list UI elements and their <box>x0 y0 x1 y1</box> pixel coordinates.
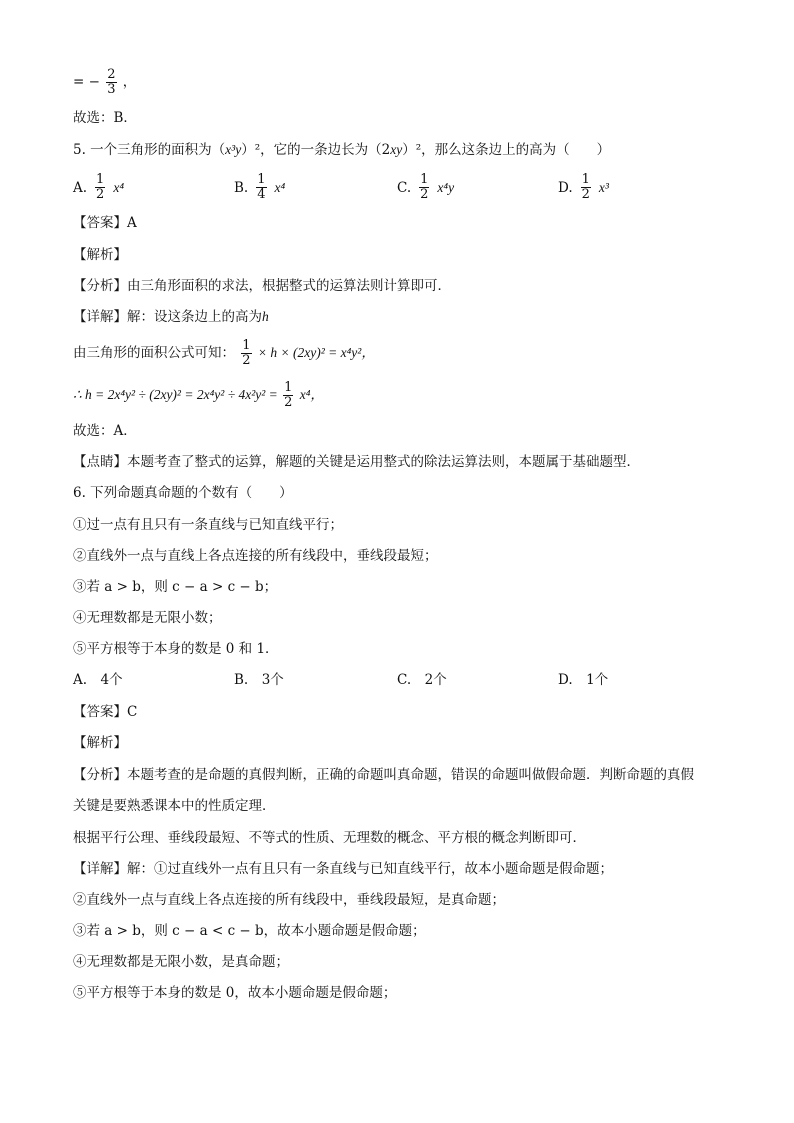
therefore-fraction-num: 1 <box>284 380 293 395</box>
equation-result-line <box>73 68 136 97</box>
q5-option-a <box>73 173 124 202</box>
formula-prefix: 由三角形的面积公式可知： <box>73 345 235 361</box>
q6-detail-2: ②直线外一点与直线上各点连接的所有线段中，垂线段最短，是真命题； <box>73 892 505 908</box>
q6-detail-1: 【详解】解：①过直线外一点有且只有一条直线与已知直线平行，故本小题命题是假命题； <box>73 861 613 877</box>
formula-fraction-num: 1 <box>242 338 251 353</box>
option-fraction-num: 1 <box>257 172 266 187</box>
option-fraction-den: 4 <box>257 187 266 202</box>
option-fraction <box>95 173 105 202</box>
therefore-fraction <box>283 381 293 410</box>
option-fraction <box>256 173 266 202</box>
q5-option-b <box>234 173 285 202</box>
q6-basis: 根据平行公理、垂线段最短、不等式的性质、无理数的概念、平方根的概念判断即可． <box>73 830 586 846</box>
option-fraction-den: 2 <box>420 187 429 202</box>
q5-answer: 【答案】A <box>73 215 137 231</box>
q5-analysis-heading: 【解析】 <box>73 247 127 263</box>
q6-fenxi-line-1: 【分析】本题考查的是命题的真假判断，正确的命题叫真命题，错误的命题叫做假命题．判断命题的真假 <box>73 767 694 783</box>
q6-item-5: ⑤平方根等于本身的数是 0 和 1． <box>73 641 279 657</box>
q6-item-1: ①过一点有且只有一条直线与已知直线平行； <box>73 517 343 533</box>
equation-fraction <box>106 68 116 97</box>
option-fraction-den: 2 <box>96 187 105 202</box>
q5-detail-var: h <box>262 309 269 324</box>
formula-fraction-den: 2 <box>242 353 251 368</box>
q5-stem <box>73 140 610 160</box>
q6-detail-5: ⑤平方根等于本身的数是 0，故本小题命题是假命题； <box>73 985 397 1001</box>
option-letter: A. <box>73 179 88 196</box>
therefore-tail: x⁴， <box>299 387 324 402</box>
fraction-numerator: 2 <box>107 67 116 82</box>
q6-answer: 【答案】C <box>73 704 138 720</box>
q6-analysis-heading: 【解析】 <box>73 735 127 751</box>
q5-detail <box>73 307 269 327</box>
q5-stem-part-a: 5. 一个三角形的面积为（ <box>73 142 226 158</box>
q6-option-b: B. 3个 <box>234 672 284 688</box>
q6-option-a: A. 4个 <box>73 672 123 688</box>
option-fraction-num: 1 <box>420 172 429 187</box>
q5-option-c <box>397 173 454 202</box>
formula-rest: × h × (2xy)² = x⁴y²， <box>257 345 375 360</box>
q5-fenxi: 【分析】由三角形面积的求法，根据整式的运算法则计算即可． <box>73 278 451 294</box>
option-fraction <box>581 173 591 202</box>
option-letter: B. <box>234 179 249 196</box>
q5-detail-text: 【详解】解：设这条边上的高为 <box>73 309 262 325</box>
q6-detail-3: ③若 a > b，则 c − a < c − b，故本小题命题是假命题； <box>73 923 426 939</box>
q5-therefore <box>73 381 324 410</box>
q6-item-3: ③若 a > b，则 c − a > c − b； <box>73 579 278 595</box>
option-expression: x³ <box>598 179 609 195</box>
option-letter: D. <box>558 179 573 196</box>
option-expression: x⁴ <box>274 179 286 195</box>
q5-stem-math-1: x³y <box>225 142 242 157</box>
equation-prefix: = − <box>73 74 100 90</box>
q6-detail-4: ④无理数都是无限小数，是真命题； <box>73 954 289 970</box>
q6-option-c: C. 2个 <box>397 672 447 688</box>
fraction-denominator: 3 <box>107 82 116 97</box>
formula-fraction <box>241 339 251 368</box>
equation-suffix: ， <box>122 74 137 90</box>
q6-item-4: ④无理数都是无限小数； <box>73 610 222 626</box>
q5-option-d <box>558 173 609 202</box>
option-fraction-num: 1 <box>581 172 590 187</box>
option-fraction-den: 2 <box>581 187 590 202</box>
therefore-expression: ∴ h = 2x⁴y² ÷ (2xy)² = 2x⁴y² ÷ 4x²y² = <box>73 387 282 402</box>
option-fraction <box>419 173 429 202</box>
q6-option-d: D. 1个 <box>558 672 609 688</box>
option-expression: x⁴ <box>113 179 125 195</box>
q5-area-formula <box>73 339 375 368</box>
option-fraction-num: 1 <box>96 172 105 187</box>
q6-stem: 6. 下列命题真命题的个数有（ ） <box>73 485 293 501</box>
q6-fenxi-line-2: 关键是要熟悉课本中的性质定理． <box>73 798 276 814</box>
q6-item-2: ②直线外一点与直线上各点连接的所有线段中，垂线段最短； <box>73 548 438 564</box>
q5-stem-part-b: ）²，它的一条边长为（2 <box>241 142 391 158</box>
therefore-fraction-den: 2 <box>284 395 293 410</box>
option-expression: x⁴y <box>437 179 455 195</box>
choose-b-line: 故选：B． <box>73 110 137 126</box>
q5-choose: 故选：A． <box>73 423 137 439</box>
option-letter: C. <box>397 179 412 196</box>
q5-stem-part-c: ）²，那么这条边上的高为（ ） <box>402 142 611 158</box>
q5-stem-math-2: xy <box>390 142 403 157</box>
q5-comment: 【点睛】本题考查了整式的运算，解题的关键是运用整式的除法运算法则，本题属于基础题型． <box>73 454 640 470</box>
